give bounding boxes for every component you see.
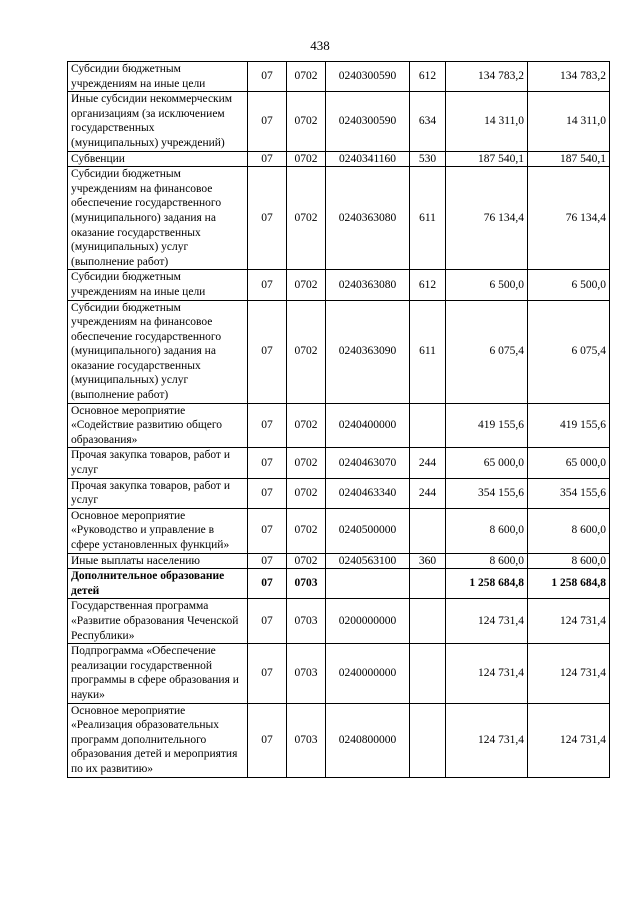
subsection-code-cell: 0702 xyxy=(287,270,326,300)
section-code-cell: 07 xyxy=(248,448,287,478)
target-article-cell: 0240500000 xyxy=(326,508,410,553)
section-code-cell: 07 xyxy=(248,553,287,569)
amount-second-cell: 187 540,1 xyxy=(528,151,610,167)
expense-type-cell: 244 xyxy=(410,448,446,478)
table-row xyxy=(68,553,610,569)
target-article-cell: 0240363080 xyxy=(326,270,410,300)
row-name-cell: Подпрограмма «Обеспечение реализации государственной программы в сфере образования и науки» xyxy=(68,644,248,703)
budget-table-body xyxy=(68,62,610,778)
expense-type-cell xyxy=(410,403,446,448)
subsection-code-cell: 0703 xyxy=(287,569,326,599)
amount-first-cell: 187 540,1 xyxy=(446,151,528,167)
amount-second-cell: 419 155,6 xyxy=(528,403,610,448)
table-row xyxy=(68,569,610,599)
section-code-cell: 07 xyxy=(248,403,287,448)
row-name-cell: Основное мероприятие «Содействие развитию общего образования» xyxy=(68,403,248,448)
section-code-cell: 07 xyxy=(248,703,287,777)
amount-second-cell: 124 731,4 xyxy=(528,599,610,644)
amount-first-cell: 76 134,4 xyxy=(446,167,528,270)
amount-second-cell: 6 075,4 xyxy=(528,300,610,403)
expense-type-cell: 612 xyxy=(410,270,446,300)
amount-first-cell: 14 311,0 xyxy=(446,92,528,151)
amount-second-cell: 8 600,0 xyxy=(528,553,610,569)
row-name-cell: Субсидии бюджетным учреждениям на финансовое обеспечение государственного (муниципального) задания на оказание государственных (муниципальных) услуг (выполнение работ) xyxy=(68,300,248,403)
table-row xyxy=(68,403,610,448)
amount-first-cell: 419 155,6 xyxy=(446,403,528,448)
row-name-cell: Основное мероприятие «Руководство и управление в сфере установленных функций» xyxy=(68,508,248,553)
section-code-cell: 07 xyxy=(248,62,287,92)
amount-first-cell: 124 731,4 xyxy=(446,599,528,644)
amount-first-cell: 65 000,0 xyxy=(446,448,528,478)
section-code-cell: 07 xyxy=(248,478,287,508)
budget-table xyxy=(67,61,610,778)
target-article-cell xyxy=(326,569,410,599)
expense-type-cell xyxy=(410,508,446,553)
row-name-cell: Субсидии бюджетным учреждениям на иные цели xyxy=(68,270,248,300)
amount-second-cell: 134 783,2 xyxy=(528,62,610,92)
expense-type-cell: 634 xyxy=(410,92,446,151)
subsection-code-cell: 0702 xyxy=(287,151,326,167)
subsection-code-cell: 0702 xyxy=(287,300,326,403)
amount-first-cell: 8 600,0 xyxy=(446,508,528,553)
row-name-cell: Субвенции xyxy=(68,151,248,167)
row-name-cell: Основное мероприятие «Реализация образовательных программ дополнительного образования детей и мероприятия по их развитию» xyxy=(68,703,248,777)
amount-first-cell: 124 731,4 xyxy=(446,644,528,703)
table-row xyxy=(68,508,610,553)
target-article-cell: 0240000000 xyxy=(326,644,410,703)
amount-first-cell: 1 258 684,8 xyxy=(446,569,528,599)
table-row xyxy=(68,644,610,703)
amount-first-cell: 8 600,0 xyxy=(446,553,528,569)
amount-first-cell: 134 783,2 xyxy=(446,62,528,92)
amount-second-cell: 8 600,0 xyxy=(528,508,610,553)
subsection-code-cell: 0703 xyxy=(287,644,326,703)
subsection-code-cell: 0703 xyxy=(287,703,326,777)
table-row xyxy=(68,270,610,300)
row-name-cell: Иные выплаты населению xyxy=(68,553,248,569)
section-code-cell: 07 xyxy=(248,151,287,167)
target-article-cell: 0240463340 xyxy=(326,478,410,508)
target-article-cell: 0200000000 xyxy=(326,599,410,644)
subsection-code-cell: 0702 xyxy=(287,478,326,508)
table-row xyxy=(68,448,610,478)
section-code-cell: 07 xyxy=(248,300,287,403)
table-row xyxy=(68,62,610,92)
section-code-cell: 07 xyxy=(248,92,287,151)
row-name-cell: Государственная программа «Развитие образования Чеченской Республики» xyxy=(68,599,248,644)
amount-second-cell: 1 258 684,8 xyxy=(528,569,610,599)
row-name-cell: Субсидии бюджетным учреждениям на иные цели xyxy=(68,62,248,92)
subsection-code-cell: 0703 xyxy=(287,599,326,644)
table-row xyxy=(68,599,610,644)
amount-first-cell: 124 731,4 xyxy=(446,703,528,777)
target-article-cell: 0240363080 xyxy=(326,167,410,270)
expense-type-cell xyxy=(410,703,446,777)
amount-second-cell: 124 731,4 xyxy=(528,703,610,777)
expense-type-cell: 612 xyxy=(410,62,446,92)
subsection-code-cell: 0702 xyxy=(287,448,326,478)
target-article-cell: 0240563100 xyxy=(326,553,410,569)
target-article-cell: 0240800000 xyxy=(326,703,410,777)
table-row xyxy=(68,300,610,403)
table-row xyxy=(68,167,610,270)
table-row xyxy=(68,92,610,151)
target-article-cell: 0240300590 xyxy=(326,62,410,92)
row-name-cell: Прочая закупка товаров, работ и услуг xyxy=(68,478,248,508)
amount-second-cell: 76 134,4 xyxy=(528,167,610,270)
section-code-cell: 07 xyxy=(248,599,287,644)
table-row xyxy=(68,703,610,777)
section-code-cell: 07 xyxy=(248,644,287,703)
subsection-code-cell: 0702 xyxy=(287,92,326,151)
section-code-cell: 07 xyxy=(248,270,287,300)
expense-type-cell: 360 xyxy=(410,553,446,569)
target-article-cell: 0240463070 xyxy=(326,448,410,478)
expense-type-cell xyxy=(410,599,446,644)
row-name-cell: Прочая закупка товаров, работ и услуг xyxy=(68,448,248,478)
amount-first-cell: 354 155,6 xyxy=(446,478,528,508)
subsection-code-cell: 0702 xyxy=(287,62,326,92)
row-name-cell: Субсидии бюджетным учреждениям на финансовое обеспечение государственного (муниципального) задания на оказание государственных (муниципальных) услуг (выполнение работ) xyxy=(68,167,248,270)
subsection-code-cell: 0702 xyxy=(287,403,326,448)
subsection-code-cell: 0702 xyxy=(287,167,326,270)
expense-type-cell: 530 xyxy=(410,151,446,167)
table-row xyxy=(68,478,610,508)
row-name-cell: Иные субсидии некоммерческим организациям (за исключением государственных (муниципальных) учреждений) xyxy=(68,92,248,151)
amount-second-cell: 124 731,4 xyxy=(528,644,610,703)
subsection-code-cell: 0702 xyxy=(287,553,326,569)
expense-type-cell: 244 xyxy=(410,478,446,508)
expense-type-cell: 611 xyxy=(410,167,446,270)
target-article-cell: 0240363090 xyxy=(326,300,410,403)
expense-type-cell xyxy=(410,569,446,599)
section-code-cell: 07 xyxy=(248,508,287,553)
expense-type-cell xyxy=(410,644,446,703)
expense-type-cell: 611 xyxy=(410,300,446,403)
amount-second-cell: 14 311,0 xyxy=(528,92,610,151)
target-article-cell: 0240341160 xyxy=(326,151,410,167)
table-row xyxy=(68,151,610,167)
amount-second-cell: 354 155,6 xyxy=(528,478,610,508)
subsection-code-cell: 0702 xyxy=(287,508,326,553)
amount-first-cell: 6 075,4 xyxy=(446,300,528,403)
target-article-cell: 0240300590 xyxy=(326,92,410,151)
section-code-cell: 07 xyxy=(248,167,287,270)
row-name-cell: Дополнительное образование детей xyxy=(68,569,248,599)
target-article-cell: 0240400000 xyxy=(326,403,410,448)
amount-first-cell: 6 500,0 xyxy=(446,270,528,300)
amount-second-cell: 65 000,0 xyxy=(528,448,610,478)
page-number: 438 xyxy=(310,38,330,53)
section-code-cell: 07 xyxy=(248,569,287,599)
amount-second-cell: 6 500,0 xyxy=(528,270,610,300)
